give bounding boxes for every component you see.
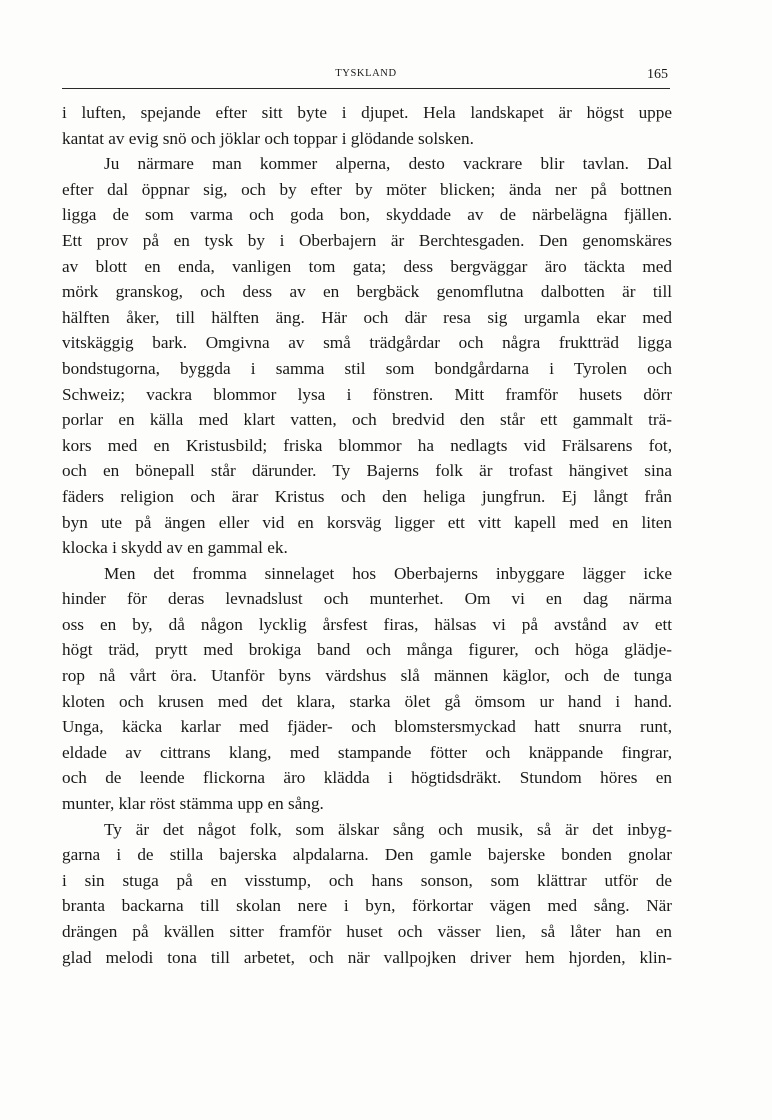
running-title: TYSKLAND bbox=[335, 68, 397, 79]
text-line: fäders religion och ärar Kristus och den heliga jungfrun. Ej långt från bbox=[62, 486, 672, 506]
text-line: efter dal öppnar sig, och by efter by möter blicken; ända ner på bottnen bbox=[62, 179, 672, 199]
text-line: Ty är det något folk, som älskar sång och musik, så är det inbyg- bbox=[104, 819, 672, 839]
text-line: munter, klar röst stämma upp en sång. bbox=[62, 794, 324, 814]
text-line: mörk granskog, och dess av en bergbäck genomflutna dalbotten är till bbox=[62, 282, 672, 302]
body-text bbox=[62, 100, 672, 970]
text-line: Ju närmare man kommer alperna, desto vackrare blir tavlan. Dal bbox=[104, 154, 672, 174]
text-line: rop nå vårt öra. Utanför byns värdshus slå männen käglor, och de tunga bbox=[62, 666, 672, 686]
text-line: i sin stuga på en visstump, och hans sonson, som klättrar utför de bbox=[62, 870, 672, 890]
text-line: glad melodi tona till arbetet, och när vallpojken driver hem hjorden, klin- bbox=[62, 947, 672, 967]
text-line: och en bönepall står därunder. Ty Bajerns folk är trofast hängivet sina bbox=[62, 461, 672, 481]
text-line: ligga de som varma och goda bon, skyddade av de närbelägna fjällen. bbox=[62, 205, 672, 225]
text-line: kloten och krusen med det klara, starka ölet gå ömsom ur hand i hand. bbox=[62, 691, 672, 711]
text-line: vitskäggig bark. Omgivna av små trädgårdar och några fruktträd ligga bbox=[62, 333, 672, 353]
text-line: byn ute på ängen eller vid en korsväg ligger ett vitt kapell med en liten bbox=[62, 512, 672, 532]
text-line: kors med en Kristusbild; friska blommor ha nedlagts vid Frälsarens fot, bbox=[62, 435, 672, 455]
text-line: porlar en källa med klart vatten, och bredvid den står ett gammalt trä- bbox=[62, 410, 672, 430]
text-line: garna i de stilla bajerska alpdalarna. Den gamle bajerske bonden gnolar bbox=[62, 845, 672, 865]
text-line: hinder för deras levnadslust och munterhet. Om vi en dag närma bbox=[62, 589, 672, 609]
running-header bbox=[62, 66, 670, 89]
text-line: högt träd, prytt med brokiga band och många figurer, och höga glädje- bbox=[62, 640, 672, 660]
text-line: av blott en enda, vanligen tom gata; dess bergväggar äro täckta med bbox=[62, 256, 672, 276]
text-line: Schweiz; vackra blommor lysa i fönstren. Mitt framför husets dörr bbox=[62, 384, 672, 404]
text-line: klocka i skydd av en gammal ek. bbox=[62, 538, 288, 558]
text-line: hälften åker, till hälften äng. Här och där resa sig urgamla ekar med bbox=[62, 307, 672, 327]
text-line: Men det fromma sinnelaget hos Oberbajerns inbyggare lägger icke bbox=[104, 563, 672, 583]
text-line: i luften, spejande efter sitt byte i djupet. Hela landskapet är högst uppe bbox=[62, 103, 672, 122]
text-line: kantat av evig snö och jöklar och toppar i glödande solsken. bbox=[62, 128, 474, 148]
text-line: branta backarna till skolan nere i byn, förkortar vägen med sång. När bbox=[62, 896, 672, 916]
text-line: Unga, käcka karlar med fjäder- och blomstersmyckad hatt snurra runt, bbox=[62, 717, 672, 737]
text-line: Ett prov på en tysk by i Oberbajern är Berchtesgaden. Den genomskäres bbox=[62, 230, 672, 250]
text-line: bondstugorna, byggda i samma stil som bondgårdarna i Tyrolen och bbox=[62, 358, 672, 378]
text-line: eldade av cittrans klang, med stampande fötter och knäppande fingrar, bbox=[62, 742, 672, 762]
text-line: drängen på kvällen sitter framför huset och vässer lien, så låter han en bbox=[62, 922, 672, 941]
text-line: och de leende flickorna äro klädda i högtidsdräkt. Stundom höres en bbox=[62, 768, 672, 788]
page-number: 165 bbox=[647, 67, 668, 82]
text-line: oss en by, då någon lycklig årsfest firas, hälsas vi på avstånd av ett bbox=[62, 614, 672, 634]
